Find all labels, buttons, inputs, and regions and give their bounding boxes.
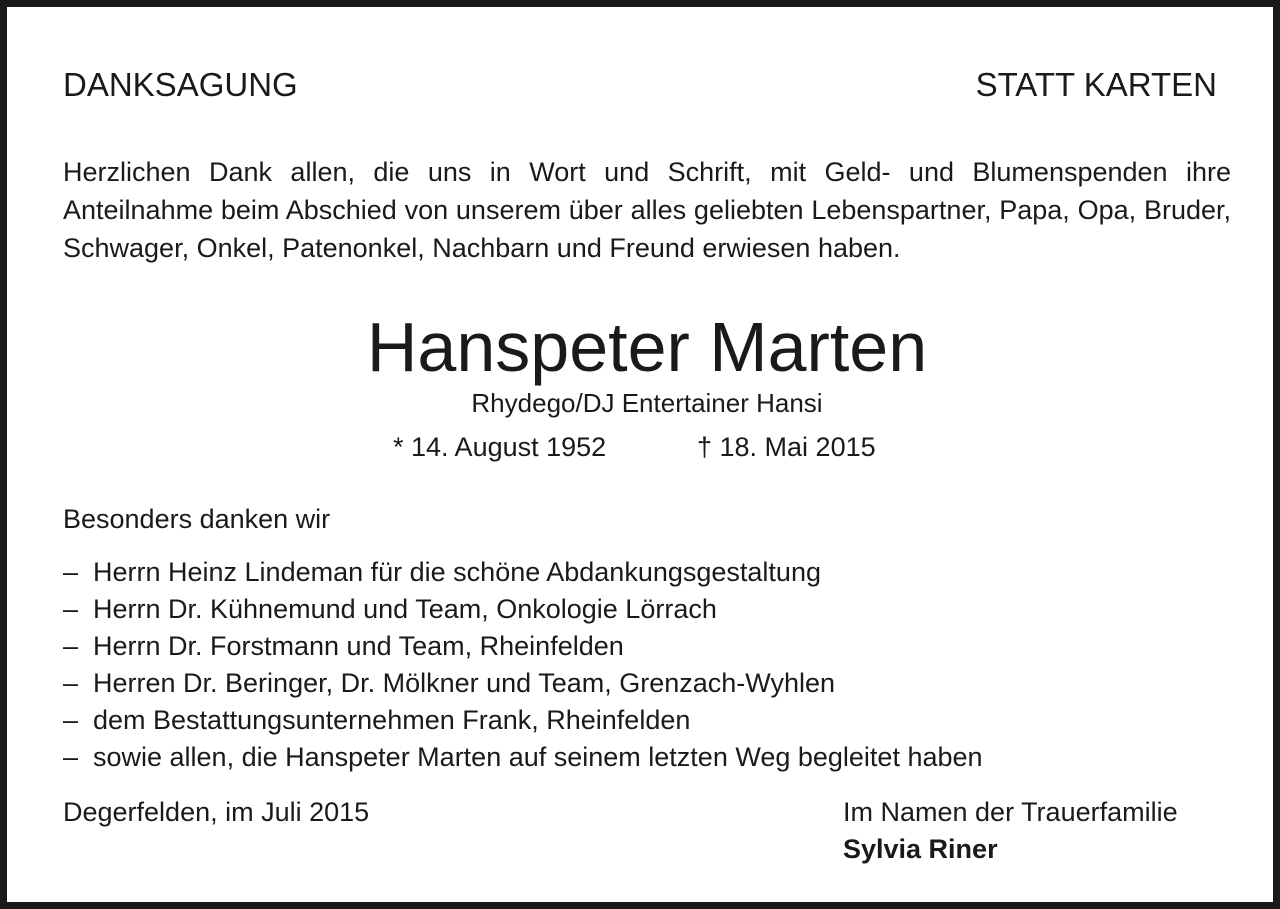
list-item: [63, 665, 983, 702]
thanks-intro: Besonders danken wir: [63, 504, 331, 534]
heading-statt-karten: STATT KARTEN: [975, 66, 1217, 103]
list-dash: –: [63, 705, 79, 735]
heading-danksagung: DANKSAGUNG: [63, 66, 298, 103]
deceased-alias: Rhydego/DJ Entertainer Hansi: [471, 388, 823, 418]
list-item: [63, 702, 983, 739]
list-item-text: Herrn Dr. Forstmann und Team, Rheinfelden: [93, 631, 624, 661]
deceased-name: Hanspeter Marten: [366, 308, 928, 386]
intro-paragraph: Herzlichen Dank allen, die uns in Wort und Schrift, mit Geld- und Blumenspenden ihre Anteilnahme beim Abschied von unserem über alles geliebten Lebenspartner, Papa, Opa, Bruder, Schwager, Onkel, Patenonkel, Nachbarn und Freund erwiesen haben.: [63, 157, 1231, 263]
list-item: [63, 739, 983, 776]
list-item: [63, 591, 983, 628]
list-item-text: Herren Dr. Beringer, Dr. Mölkner und Team, Grenzach-Wyhlen: [93, 668, 836, 698]
list-dash: –: [63, 557, 79, 587]
signatory-name: Sylvia Riner: [843, 834, 998, 864]
thanks-list: [63, 554, 983, 776]
place-date: Degerfelden, im Juli 2015: [63, 797, 370, 827]
birth-date: * 14. August 1952: [393, 432, 607, 462]
on-behalf-line: Im Namen der Trauerfamilie: [843, 797, 1178, 827]
list-dash: –: [63, 631, 79, 661]
list-item-text: dem Bestattungsunternehmen Frank, Rheinfelden: [93, 705, 691, 735]
list-item-text: Herrn Heinz Lindeman für die schöne Abdankungsgestaltung: [93, 557, 821, 587]
list-item: [63, 628, 983, 665]
death-date: † 18. Mai 2015: [697, 432, 876, 462]
list-item-text: sowie allen, die Hanspeter Marten auf seinem letzten Weg begleitet haben: [93, 742, 983, 772]
list-dash: –: [63, 668, 79, 698]
list-dash: –: [63, 742, 79, 772]
list-item: [63, 554, 983, 591]
list-item-text: Herrn Dr. Kühnemund und Team, Onkologie Lörrach: [93, 594, 717, 624]
list-dash: –: [63, 594, 79, 624]
